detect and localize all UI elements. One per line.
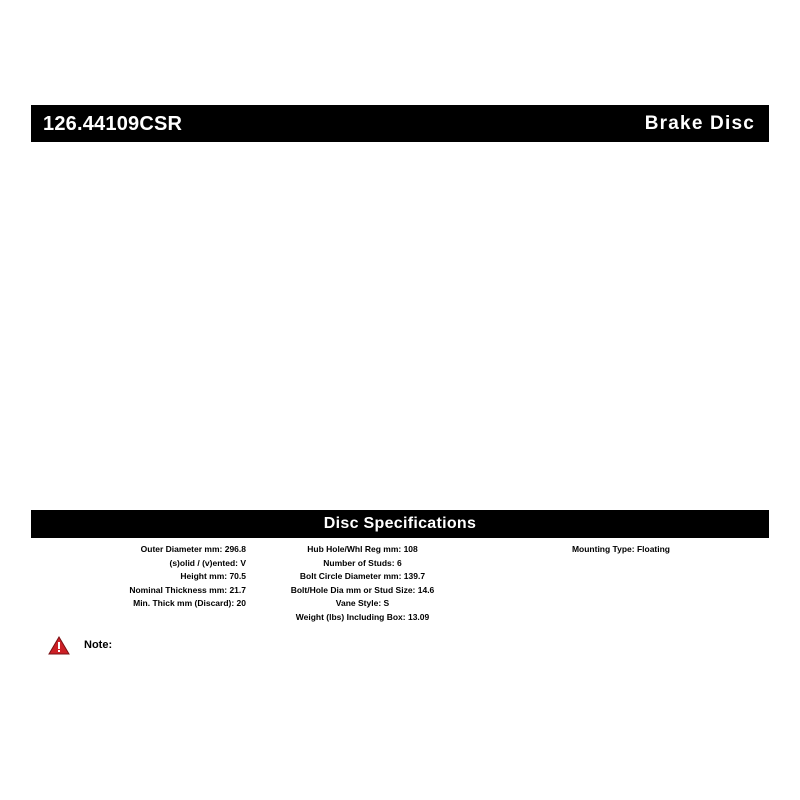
spec-columns	[31, 543, 769, 625]
product-type-label: Brake Disc	[644, 113, 755, 134]
spec-section-title: Disc Specifications	[323, 515, 477, 532]
spec-section-header	[31, 510, 769, 538]
spec-item: Vane Style: S	[335, 598, 390, 609]
spec-item: Min. Thick mm (Discard): 20	[133, 598, 246, 609]
spec-item: Hub Hole/Whl Reg mm: 108	[307, 544, 418, 554]
spec-column-middle	[246, 543, 479, 625]
spec-item: Bolt/Hole Dia mm or Stud Size: 14.6	[290, 584, 435, 595]
spec-item: Weight (lbs) Including Box: 13.09	[295, 611, 430, 622]
spec-item: Number of Studs: 6	[323, 557, 402, 568]
spec-item: Bolt Circle Diameter mm: 139.7	[299, 571, 426, 582]
spec-item: Mounting Type: Floating	[571, 544, 670, 554]
note-row	[31, 632, 769, 658]
part-number: 126.44109CSR	[43, 112, 183, 135]
product-header-bar	[31, 105, 769, 142]
spec-item: Height mm: 70.5	[180, 571, 246, 582]
spec-item: (s)olid / (v)ented: V	[169, 557, 246, 568]
spec-column-left	[31, 543, 246, 611]
spec-item: Nominal Thickness mm: 21.7	[129, 584, 246, 595]
spec-item: Outer Diameter mm: 296.8	[140, 544, 246, 554]
spec-column-right	[479, 543, 769, 557]
warning-triangle-icon	[48, 636, 70, 655]
note-label: Note:	[84, 639, 113, 651]
